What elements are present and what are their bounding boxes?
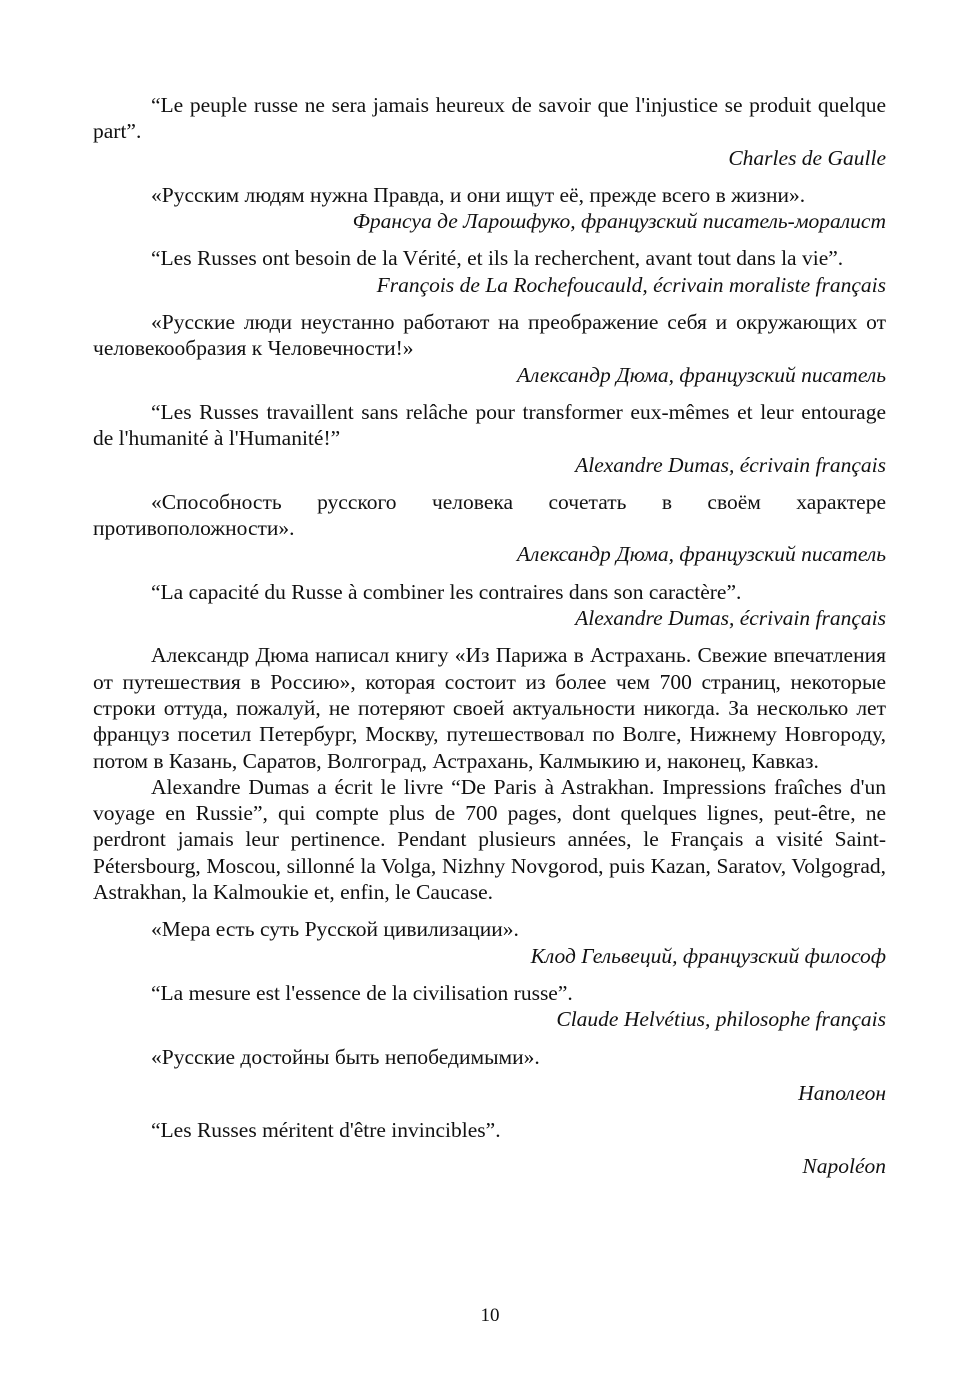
quote-text: “La capacité du Russe à combiner les contraires dans son caractère”. bbox=[151, 579, 742, 604]
page-body bbox=[93, 92, 886, 1191]
quote-block bbox=[93, 980, 886, 1033]
quote-block bbox=[93, 399, 886, 478]
quote-text: «Русские достойны быть непобедимыми». bbox=[151, 1044, 540, 1069]
quote-block bbox=[93, 489, 886, 568]
quote-attribution: Napoléon bbox=[802, 1154, 886, 1179]
quote-attribution: Франсуа де Ларошфуко, французский писатель-моралист bbox=[352, 209, 886, 234]
quote-block bbox=[93, 92, 886, 171]
quote-block bbox=[93, 1044, 886, 1107]
quote-attribution: Alexandre Dumas, écrivain français bbox=[575, 452, 886, 477]
quote-block bbox=[93, 182, 886, 235]
quote-attribution: Charles de Gaulle bbox=[728, 145, 886, 170]
quote-block bbox=[93, 245, 886, 298]
quote-text: “Le peuple russe ne sera jamais heureux de savoir que l'injustice se produit quelque part”. bbox=[93, 93, 886, 144]
quote-text: «Русским людям нужна Правда, и они ищут её, прежде всего в жизни». bbox=[151, 182, 806, 207]
quote-block bbox=[93, 642, 886, 773]
quote-attribution: Александр Дюма, французский писатель bbox=[516, 542, 886, 567]
body-paragraph: Александр Дюма написал книгу «Из Парижа в Астрахань. Свежие впечатления от путешествия в Россию», которая состоит из более чем 700 страниц, некоторые строки оттуда, пожалуй, не потеряют своей актуальности никогда. За несколько лет француз посетил Петербург, Москву, путешествовал по Волге, Нижнему Новгороду, потом в Казань, Саратов, Волгоград, Астрахань, Калмыкию и, наконец, Кавказ. bbox=[93, 643, 886, 773]
quote-text: “Les Russes ont besoin de la Vérité, et ils la recherchent, avant tout dans la vie”. bbox=[151, 246, 844, 271]
quote-block bbox=[93, 579, 886, 632]
quote-block bbox=[93, 916, 886, 969]
quote-text: “La mesure est l'essence de la civilisation russe”. bbox=[151, 980, 573, 1005]
quote-block bbox=[93, 1117, 886, 1180]
quote-attribution: François de La Rochefoucauld, écrivain moraliste français bbox=[376, 272, 886, 297]
body-paragraph: Alexandre Dumas a écrit le livre “De Paris à Astrakhan. Impressions fraîches d'un voyage en Russie”, qui compte plus de 700 pages, dont quelques lignes, peut-être, ne perdront jamais leur pertinence. Pendant plusieurs années, le Français a visité Saint-Pétersbourg, Moscou, sillonné la Volga, Nizhny Novgorod, puis Kazan, Saratov, Volgograd, Astrakhan, la Kalmoukie et, enfin, le Caucase. bbox=[93, 774, 886, 905]
quote-text: «Русские люди неустанно работают на преображение себя и окружающих от человекообразия к Человечности!» bbox=[93, 310, 886, 361]
quote-attribution: Клод Гельвеций, французский философ bbox=[530, 943, 886, 968]
page-number: 10 bbox=[480, 1305, 500, 1326]
quote-text: “Les Russes travaillent sans relâche pour transformer eux-mêmes et leur entourage de l'humanité à l'Humanité!” bbox=[93, 399, 886, 451]
quote-block bbox=[93, 774, 886, 905]
quote-text: «Способность русского человека сочетать в своём характере противоположности». bbox=[93, 489, 886, 541]
quote-attribution: Александр Дюма, французский писатель bbox=[516, 362, 886, 387]
quote-attribution: Claude Helvétius, philosophe français bbox=[556, 1007, 886, 1032]
quote-attribution: Наполеон bbox=[798, 1080, 886, 1105]
quote-block bbox=[93, 309, 886, 388]
quote-text: «Мера есть суть Русской цивилизации». bbox=[151, 917, 519, 942]
quote-text: “Les Russes méritent d'être invincibles”. bbox=[151, 1118, 501, 1143]
quote-attribution: Alexandre Dumas, écrivain français bbox=[575, 606, 886, 631]
